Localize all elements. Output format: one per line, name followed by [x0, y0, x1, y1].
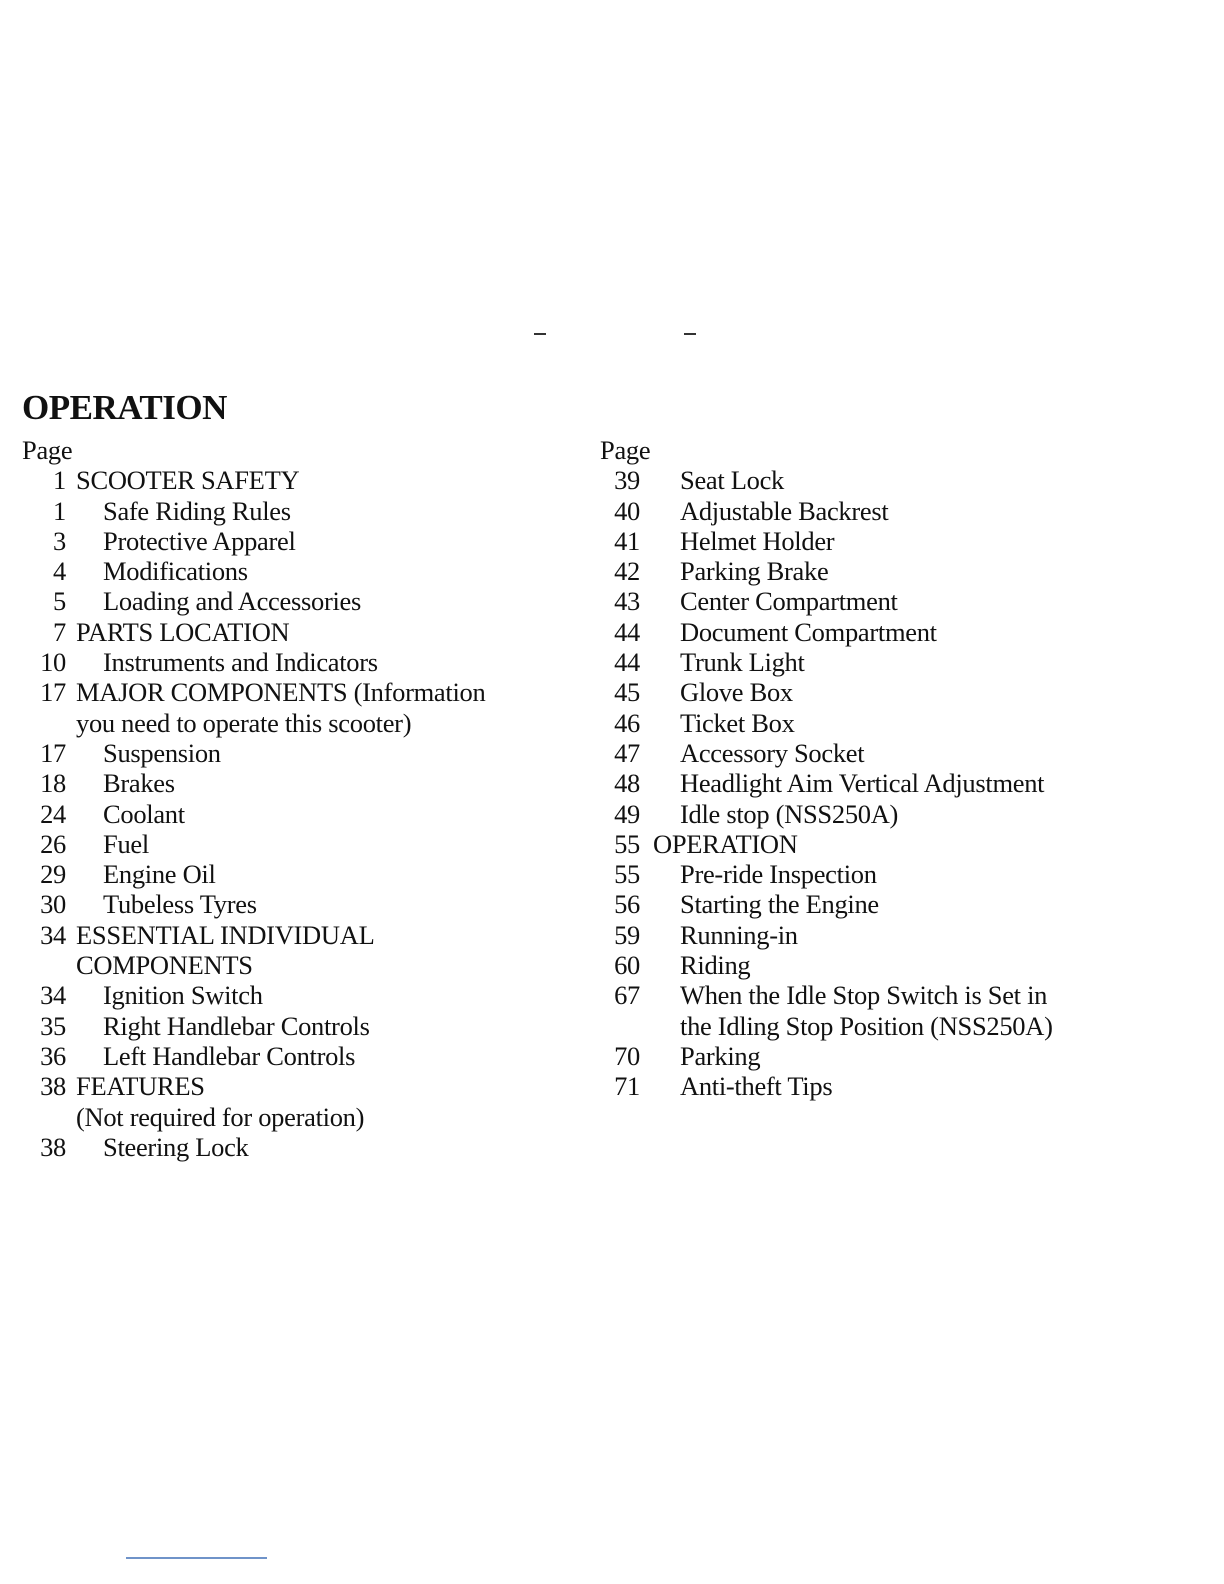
toc-entry	[22, 647, 582, 677]
toc-entry-title: Parking	[680, 1040, 761, 1071]
toc-entry-title: Idle stop (NSS250A)	[680, 798, 899, 829]
stray-mark	[534, 333, 546, 335]
toc-page-number: 34	[40, 980, 66, 1011]
toc-entry	[22, 1071, 582, 1132]
toc-entry	[22, 799, 582, 829]
toc-entry-title: Pre-ride Inspection	[680, 859, 877, 890]
toc-page-number: 55	[614, 828, 640, 859]
toc-entry-title: OPERATION	[653, 828, 798, 859]
toc-entry-title: Helmet Holder	[680, 525, 835, 556]
toc-entry	[600, 829, 1140, 859]
toc-entry	[600, 1071, 1140, 1101]
toc-page-number: 5	[53, 586, 66, 617]
toc-entry-title: Center Compartment	[680, 586, 898, 617]
toc-entry-title: ESSENTIAL INDIVIDUAL COMPONENTS	[76, 919, 375, 981]
toc-page-number: 45	[614, 677, 640, 708]
toc-entry	[600, 859, 1140, 889]
toc-entry	[600, 950, 1140, 980]
toc-page-number: 1	[53, 495, 66, 526]
toc-entry	[600, 647, 1140, 677]
toc-entry	[22, 738, 582, 768]
toc-entry	[22, 980, 582, 1010]
toc-entry-title: Accessory Socket	[680, 737, 865, 768]
toc-entry-title: Trunk Light	[680, 647, 805, 678]
toc-entry-title: Left Handlebar Controls	[103, 1040, 356, 1071]
toc-entry-title: FEATURES (Not required for operation)	[76, 1071, 365, 1132]
toc-entry	[600, 556, 1140, 586]
toc-page-number: 49	[614, 798, 640, 829]
toc-page-number: 48	[614, 768, 640, 799]
toc-entry-title: Adjustable Backrest	[680, 495, 889, 526]
toc-entry-title: Instruments and Indicators	[103, 647, 378, 678]
toc-entry-title: Ticket Box	[680, 707, 795, 738]
toc-page-number: 70	[614, 1040, 640, 1071]
toc-entry-title: Running-in	[680, 919, 798, 950]
toc-entry-title: When the Idle Stop Switch is Set in the Idling Stop Position (NSS250A)	[680, 980, 1053, 1041]
toc-page-number: 18	[40, 768, 66, 799]
toc-page-number: 10	[40, 647, 66, 678]
toc-entry	[22, 617, 582, 647]
toc-page-number: 36	[40, 1040, 66, 1071]
toc-entry	[600, 980, 1140, 1041]
toc-entry-title: Tubeless Tyres	[103, 889, 257, 920]
toc-page-number: 29	[40, 859, 66, 890]
toc-page-number: 44	[614, 647, 640, 678]
section-heading: OPERATION	[22, 388, 227, 427]
toc-page-number: 44	[614, 616, 640, 647]
toc-entry	[600, 496, 1140, 526]
toc-entry-title: Protective Apparel	[103, 525, 296, 556]
toc-entry-title: Glove Box	[680, 677, 793, 708]
toc-page-number: 38	[40, 1131, 66, 1162]
toc-page-number: 4	[53, 556, 66, 587]
toc-entry	[22, 768, 582, 798]
toc-entry	[600, 738, 1140, 768]
toc-entry-title: Riding	[680, 950, 751, 981]
toc-entry-title: Parking Brake	[680, 556, 829, 587]
toc-page-number: 26	[40, 828, 66, 859]
toc-entry	[22, 829, 582, 859]
toc-entry	[600, 920, 1140, 950]
toc-entry-title: Safe Riding Rules	[103, 495, 291, 526]
toc-page-number: 38	[40, 1071, 66, 1102]
toc-entry-title: Fuel	[103, 828, 149, 859]
page-column-label: Page	[22, 435, 73, 465]
toc-page-number: 41	[614, 525, 640, 556]
toc-entry-title: Brakes	[103, 768, 175, 799]
link-underline	[126, 1557, 267, 1559]
toc-entry-title: Engine Oil	[103, 859, 216, 890]
stray-mark	[684, 333, 696, 335]
page-column-label: Page	[600, 435, 651, 465]
toc-entry-list	[22, 465, 582, 1162]
toc-page-number: 56	[614, 889, 640, 920]
toc-entry	[22, 1132, 582, 1162]
toc-entry	[22, 586, 582, 616]
toc-page-number: 71	[614, 1071, 640, 1102]
toc-entry-title: Ignition Switch	[103, 980, 263, 1011]
toc-entry	[22, 677, 582, 738]
toc-entry-title: Starting the Engine	[680, 889, 879, 920]
toc-page-number: 3	[53, 525, 66, 556]
toc-entry	[22, 889, 582, 919]
toc-entry	[22, 465, 582, 495]
toc-entry	[600, 617, 1140, 647]
toc-right-column	[600, 435, 1140, 1102]
toc-entry	[22, 1041, 582, 1071]
toc-entry-title: SCOOTER SAFETY	[76, 465, 300, 496]
toc-entry-list	[600, 465, 1140, 1101]
toc-entry-title: Steering Lock	[103, 1131, 249, 1162]
toc-page-number: 39	[614, 465, 640, 496]
toc-page-number: 40	[614, 495, 640, 526]
toc-entry	[600, 889, 1140, 919]
toc-page-number: 34	[40, 919, 66, 950]
toc-left-column	[22, 435, 582, 1162]
toc-entry	[22, 859, 582, 889]
toc-entry-title: Right Handlebar Controls	[103, 1010, 370, 1041]
toc-entry	[600, 526, 1140, 556]
toc-page-number: 47	[614, 737, 640, 768]
toc-entry	[22, 526, 582, 556]
toc-page-number: 7	[53, 616, 66, 647]
toc-page-number: 1	[53, 465, 66, 496]
toc-entry-title: Modifications	[103, 556, 248, 587]
toc-page-number: 46	[614, 707, 640, 738]
toc-entry-title: Seat Lock	[680, 465, 784, 496]
toc-entry-title: PARTS LOCATION	[76, 616, 290, 647]
toc-page-number: 24	[40, 798, 66, 829]
toc-page-number: 35	[40, 1010, 66, 1041]
toc-entry	[22, 496, 582, 526]
toc-entry-title: Loading and Accessories	[103, 586, 362, 617]
toc-page-number: 43	[614, 586, 640, 617]
toc-page-number: 55	[614, 859, 640, 890]
toc-page-number: 42	[614, 556, 640, 587]
toc-entry	[600, 799, 1140, 829]
toc-entry-title: Headlight Aim Vertical Adjustment	[680, 768, 1045, 799]
toc-page-number: 30	[40, 889, 66, 920]
toc-page-number: 60	[614, 950, 640, 981]
toc-entry	[600, 677, 1140, 707]
toc-entry	[22, 1011, 582, 1041]
toc-entry-title: Suspension	[103, 737, 221, 768]
toc-entry-title: MAJOR COMPONENTS (Information you need to operate this scooter)	[76, 677, 486, 738]
toc-page-number: 59	[614, 919, 640, 950]
toc-entry	[600, 586, 1140, 616]
toc-entry-title: Coolant	[103, 798, 185, 829]
toc-entry	[600, 1041, 1140, 1071]
toc-entry	[22, 920, 582, 981]
toc-page-number: 17	[40, 737, 66, 768]
toc-entry	[22, 556, 582, 586]
toc-page-number: 67	[614, 980, 640, 1011]
toc-page-number: 17	[40, 677, 66, 708]
toc-entry	[600, 708, 1140, 738]
toc-entry	[600, 465, 1140, 495]
toc-entry-title: Document Compartment	[680, 616, 937, 647]
toc-entry-title: Anti-theft Tips	[680, 1071, 833, 1102]
toc-entry	[600, 768, 1140, 798]
